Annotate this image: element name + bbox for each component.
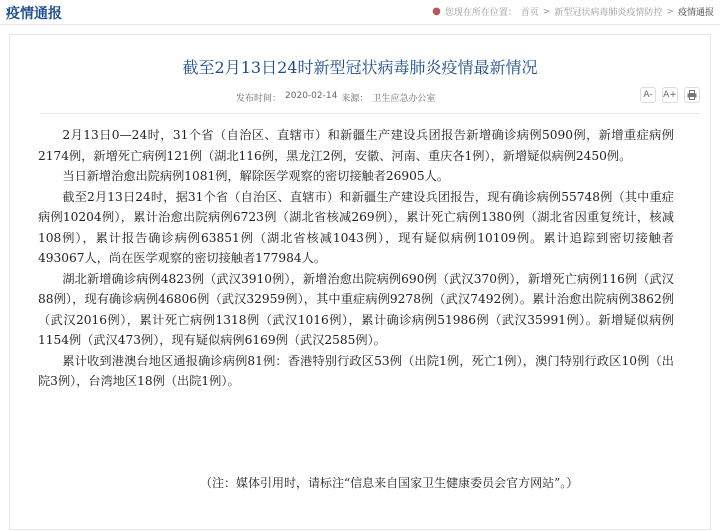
font-smaller-button[interactable]: A-: [640, 87, 656, 103]
breadcrumb-channel-link[interactable]: 新型冠状病毒肺炎疫情防控: [554, 8, 663, 18]
article-body: [38, 125, 674, 392]
citation-note: （注：媒体引用时，请标注“信息来自国家卫生健康委员会官方网站”。）: [200, 476, 579, 490]
location-pin-icon: ●: [432, 6, 441, 17]
print-button[interactable]: [684, 87, 700, 103]
print-icon: [687, 90, 697, 100]
breadcrumb-current: 疫情通报: [677, 8, 714, 18]
source-name: 卫生应急办公室: [372, 94, 436, 104]
section-title: 疫情通报: [6, 6, 62, 22]
published-label: 发布时间：: [236, 94, 282, 104]
font-tools: [640, 87, 700, 103]
paragraph: 当日新增治愈出院病例1081例，解除医学观察的密切接触者26905人。: [62, 169, 450, 183]
source-label: 来源：: [341, 94, 369, 104]
breadcrumb-home-link[interactable]: 首页: [520, 8, 539, 18]
divider: [40, 113, 700, 114]
breadcrumb-prefix: 您现在所在位置：: [444, 8, 517, 18]
published-date: 2020-02-14: [285, 91, 338, 101]
top-bar: [0, 0, 720, 25]
breadcrumb-separator: >: [666, 6, 674, 17]
article-title: 截至2月13日24时新型冠状病毒肺炎疫情最新情况: [182, 58, 538, 77]
breadcrumb: [432, 5, 714, 18]
paragraph: 累计收到港澳台地区通报确诊病例81例：香港特别行政区53例（出院1例，死亡1例），澳门特别行政区10例（出院3例），台湾地区18例（出院1例）。: [38, 353, 674, 388]
article-meta: [236, 91, 435, 104]
paragraph: 湖北新增确诊病例4823例（武汉3910例），新增治愈出院病例690例（武汉370例），新增死亡病例116例（武汉88例），现有确诊病例46806例（武汉32959例），其中重症病例9278例（武汉7492例）。累计治愈出院病例3862例（武汉2016例），累计死亡病例1318例（武汉1016例），累计确诊病例51986例（武汉35991例）。新增疑似病例1154例（武汉473例），现有疑似病例6169例（武汉2585例）。: [38, 271, 674, 347]
paragraph: 2月13日0—24时，31个省（自治区、直辖市）和新疆生产建设兵团报告新增确诊病例5090例，新增重症病例2174例，新增死亡病例121例（湖北116例，黑龙江2例，安徽、河南、重庆各1例），新增疑似病例2450例。: [38, 128, 674, 163]
paragraph: 截至2月13日24时，据31个省（自治区、直辖市）和新疆生产建设兵团报告，现有确诊病例55748例（其中重症病例10204例），累计治愈出院病例6723例（湖北省核减269例），累计死亡病例1380例（湖北省因重复统计，核减108例），累计报告确诊病例63851例（湖北省核减1043例），现有疑似病例10109例。累计追踪到密切接触者493067人，尚在医学观察的密切接触者177984人。: [38, 189, 674, 265]
article-panel: [9, 34, 711, 530]
font-larger-button[interactable]: A+: [662, 87, 678, 103]
breadcrumb-separator: >: [542, 6, 551, 17]
